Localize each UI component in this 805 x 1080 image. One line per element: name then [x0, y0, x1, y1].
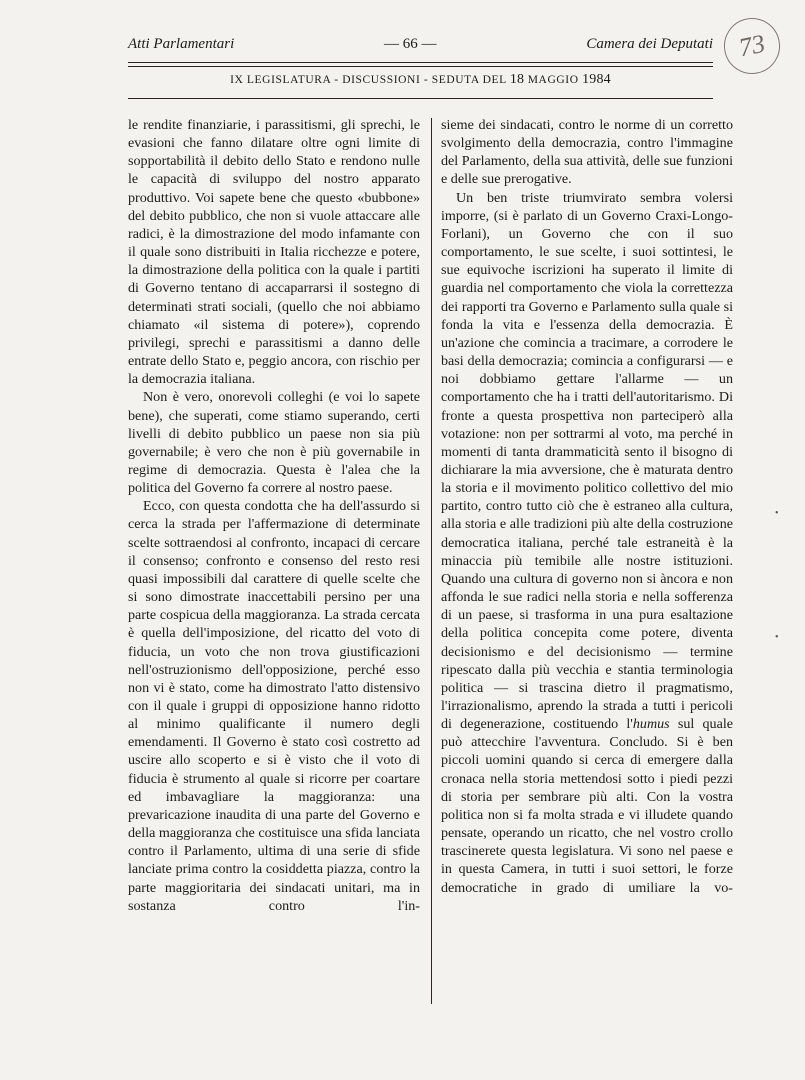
session-year: 1984	[582, 72, 611, 87]
paragraph-text: Un ben triste triumvirato sembra volersi imporre, (si è parlato di un Governo Craxi-Longo-Forlani), un Governo che con il suo comportamento, le sue scelte, i suoi sottintesi, le sue equivoche iscrizioni ha superato il limite di guardia nel comportamento che viola la correttezza dei rapporti tra Governo e Parlamento sulla quale si fonda la vita e l'essenza della democrazia. È un'azione che comincia a tracimare, a corrodere le basi della democrazia; comincia a configurarsi — e noi dobbiamo gettare l'allarme — un comportamento che ha i tratti dell'autoritarismo. Di fronte a questa prospettiva non parteciperò alla votazione: non per sottrarmi al voto, ma perché in momenti di tanta drammaticità sento il bisogno di dichiarare la mia avversione, che è maturata dentro la storia e il movimento politico collettivo del mio partito, contro tutto ciò che è estraneo alla cultura, alla storia e alle tradizioni più alte della costruzione democratica italiana, perché tale estraneità è la minaccia più temibile alle nostre istituzioni. Quando una cultura di governo non si àncora e non affonda le sue radici nella storia e nella sofferenza di un paese, si trasforma in una pura esaltazione della politica concepita come potere, diventa decisionismo e del decisionismo — termine ripescato dalla più vecchia e stantia terminologia politica — si trascina dietro il pragmatismo, l'irrazionalismo, aprendo la strada a tutti i pericoli di degenerazione, costituendo l'	[441, 189, 733, 733]
chamber-name: Camera dei Deputati	[586, 36, 713, 52]
column-divider	[431, 118, 432, 1004]
publication-title: Atti Parlamentari	[128, 36, 235, 52]
header-rule-thick	[128, 62, 713, 63]
paragraph	[441, 189, 733, 897]
page-number: — 66 —	[384, 36, 437, 52]
session-prefix: IX LEGISLATURA - DISCUSSIONI - SEDUTA DEL	[230, 74, 510, 86]
header-rule-thin	[128, 66, 713, 67]
paragraph: sieme dei sindacati, contro le norme di un corretto svolgimento della democrazia, contro l'immagine del Parlamento, della sua attività, delle sue funzioni e delle sue prerogative.	[441, 117, 733, 188]
running-head	[128, 36, 713, 58]
left-column	[128, 116, 420, 915]
session-rule	[128, 98, 713, 99]
italic-term: humus	[632, 716, 670, 733]
paragraph: Non è vero, onorevoli colleghi (e voi lo sapete bene), che superati, come stiamo superando, certi livelli di debito pubblico un paese non sia più governabile; è vero che non è più governabile in regime di democrazia. Questa è l'alea che la politica del Governo fa correre al nostro paese.	[128, 389, 420, 497]
session-line	[128, 72, 713, 92]
handwritten-page-stamp: 73	[719, 13, 785, 79]
session-day: 18	[509, 72, 525, 87]
margin-mark: •	[775, 508, 779, 519]
paragraph: Ecco, con questa condotta che ha dell'assurdo si cerca la strada per l'affermazione di determinate scelte sottraendosi al confronto, incapaci di cercare il consenso; confronto e consenso del resto resi quasi impossibili dal carattere di quelle scelte che si sono dimostrate inaccettabili persino per una parte cospicua della maggioranza. La strada cercata è quella dell'imposizione, del ricatto del voto di fiducia, un voto che non trova giustificazioni nell'ostruzionismo dell'opposizione, perché esso non vi è stato, come ha dimostrato l'atto distensivo con il quale i gruppi di opposizione hanno ridotto al minimo qualificante il numero degli emendamenti. Il Governo è stato così costretto ad uscire allo scoperto e si è visto che il voto di fiducia è strumento al quale si ricorre per coartare ed imbavagliare la maggioranza: una prevaricazione inaudita di una parte del Governo e della maggioranza che costituisce una sfida lanciata contro il Parlamento, ultima di una serie di sfide lanciate prima contro la cosiddetta piazza, contro la parte maggioritaria dei sindacati unitari, ma in sostanza contro l'in-	[128, 498, 420, 914]
paragraph-text: sul quale può attecchire l'avventura. Concludo. Si è ben piccoli uomini quando si cerca di emergere dalla cronaca nella storia mettendosi sotto i piedi pezzi di storia per sembrare più alti. Con la vostra politica non si fa molta strada e vi illudete quando pensate, operando un ricatto, che nel vostro crollo trascinerete questa legislatura. Vi sono nel paese e in questa Camera, in tutti i suoi settori, le forze democratiche in grado di umiliare la vo-	[441, 716, 733, 896]
session-month: MAGGIO	[524, 74, 583, 86]
right-column	[441, 116, 733, 897]
paragraph: le rendite finanziarie, i parassitismi, gli sprechi, le evasioni che fanno dilatare oltre ogni limite di sopportabilità il debito dello Stato e rendono nulle le capacità di sviluppo del nostro apparato produttivo. Voi sapete bene che questo «bubbone» del debito pubblico, che non si vuole attaccare alle radici, è la dimostrazione del modo infamante con il quale sono distribuiti in Italia ricchezze e potere, la dimostrazione della politica con la quale i partiti di Governo tentano di accaparrarsi il sostegno di determinati strati sociali, (quello che noi abbiamo chiamato «il sistema di potere»), coprendo privilegi, sprechi e parassitismi a danno delle entrate dello Stato e, peggio ancora, con rischio per la democrazia italiana.	[128, 117, 420, 388]
margin-mark: •	[775, 632, 779, 643]
